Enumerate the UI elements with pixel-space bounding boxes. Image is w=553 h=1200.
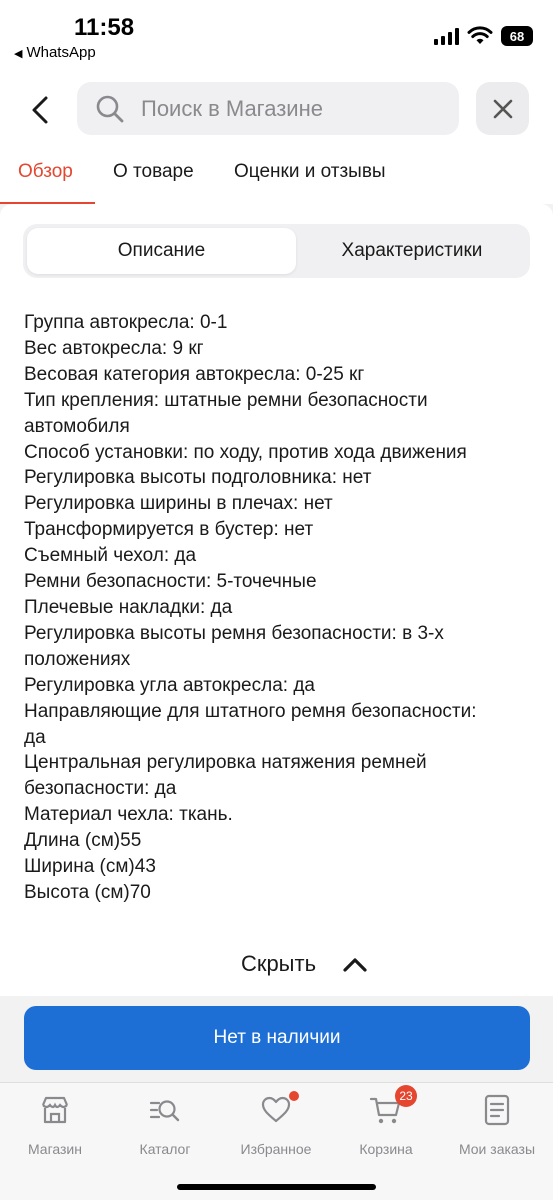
catalog-search-icon [148, 1093, 182, 1127]
spec-line: Длина (см)55 [24, 830, 142, 852]
spec-line: Регулировка высоты подголовника: нет [24, 467, 372, 489]
search-header [0, 70, 553, 150]
spec-line: Плечевые накладки: да [24, 596, 233, 618]
segment-characteristics[interactable]: Характеристики [341, 240, 483, 261]
cart-count-badge: 23 [395, 1085, 417, 1107]
store-icon [38, 1093, 72, 1127]
search-placeholder: Поиск в Магазине [141, 95, 323, 121]
close-button[interactable] [476, 82, 529, 135]
product-tabs [0, 150, 553, 204]
segment-description[interactable]: Описание [27, 228, 296, 274]
spec-line: Регулировка ширины в плечах: нет [24, 493, 333, 515]
tab-reviews[interactable]: Оценки и отзывы [234, 161, 386, 182]
tab-about-product[interactable]: О товаре [113, 161, 194, 182]
orders-icon [480, 1093, 514, 1127]
spec-line: Направляющие для штатного ремня безопасности: [24, 700, 477, 722]
back-to-app-link[interactable] [14, 44, 96, 61]
back-app-label: WhatsApp [26, 44, 96, 61]
spec-line: Центральная регулировка натяжения ремней [24, 752, 427, 774]
nav-item-store[interactable] [0, 1093, 110, 1161]
search-icon [95, 94, 125, 124]
spec-line: Ремни безопасности: 5-точечные [24, 571, 317, 593]
spec-line: Высота (см)70 [24, 881, 151, 903]
description-card [0, 204, 553, 996]
nav-item-cart[interactable] [331, 1089, 441, 1161]
status-bar [0, 0, 553, 70]
nav-label: Магазин [27, 1141, 82, 1157]
out-of-stock-button[interactable]: Нет в наличии [24, 1006, 530, 1070]
spec-line: безопасности: да [24, 778, 177, 800]
nav-label: Избранное [240, 1141, 312, 1157]
status-icons [434, 24, 533, 48]
hide-toggle[interactable] [0, 944, 553, 984]
spec-line: Способ установки: по ходу, против хода движения [24, 441, 467, 463]
spec-line: Вес автокресла: 9 кг [24, 337, 204, 359]
back-button[interactable] [22, 92, 58, 128]
spec-line: Весовая категория автокресла: 0-25 кг [24, 363, 365, 385]
cart-icon-wrap [369, 1089, 413, 1127]
spec-line: Съемный чехол: да [24, 545, 197, 567]
nav-item-catalog[interactable] [110, 1093, 220, 1161]
description-segmented-control [23, 224, 530, 278]
nav-item-favorites[interactable] [221, 1093, 331, 1161]
heart-icon-wrap [259, 1093, 293, 1127]
nav-label: Мои заказы [458, 1141, 536, 1157]
spec-line: Регулировка высоты ремня безопасности: в 3-х [24, 622, 444, 644]
spec-line: Ширина (см)43 [24, 856, 156, 878]
tab-overview[interactable]: Обзор [18, 161, 73, 182]
battery-indicator: 68 [501, 26, 533, 46]
notification-dot [289, 1091, 299, 1101]
bottom-nav [0, 1082, 553, 1200]
nav-item-orders[interactable] [442, 1093, 552, 1161]
hide-label: Скрыть [240, 951, 317, 976]
back-triangle-icon: ◀ [14, 48, 23, 60]
home-indicator [177, 1184, 376, 1190]
spec-line: Регулировка угла автокресла: да [24, 674, 315, 696]
close-icon [492, 98, 514, 120]
spec-line: Трансформируется в бустер: нет [24, 519, 314, 541]
nav-label: Каталог [139, 1141, 191, 1157]
search-input[interactable] [77, 82, 459, 135]
nav-label: Корзина [359, 1141, 413, 1157]
spec-line: автомобиля [24, 415, 130, 437]
wifi-icon [467, 26, 493, 46]
status-time: 11:58 [74, 14, 135, 41]
spec-line: Тип крепления: штатные ремни безопасности [24, 389, 428, 411]
cellular-signal-icon [434, 27, 459, 45]
heart-icon [259, 1093, 293, 1127]
spec-line: Группа автокресла: 0-1 [24, 312, 228, 333]
chevron-up-icon [342, 955, 368, 973]
spec-line: да [24, 726, 46, 748]
spec-line: положениях [24, 648, 131, 670]
spec-list [24, 310, 534, 906]
chevron-left-icon [30, 95, 50, 125]
spec-line: Материал чехла: ткань. [24, 804, 233, 826]
